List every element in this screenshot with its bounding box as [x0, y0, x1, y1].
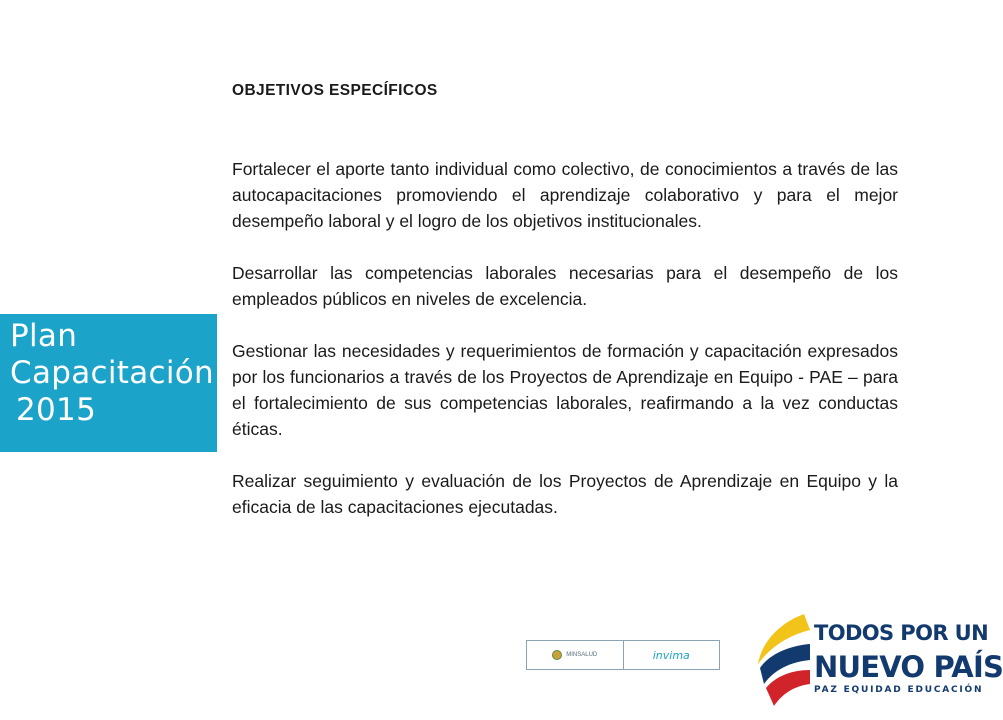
colombia-ribbon-icon [752, 612, 812, 708]
ribbon-red [766, 670, 810, 706]
objectives-section [232, 78, 898, 546]
objective-paragraph-1: Fortalecer el aporte tanto individual como colectivo, de conocimientos a través de las autocapacitaciones promoviendo el aprendizaje colaborativo y para el mejor desempeño laboral y el logro de los objetivos institucionales. [232, 159, 898, 231]
campaign-line-2: NUEVO PAÍS [814, 650, 1003, 684]
objective-paragraph-3: Gestionar las necesidades y requerimientos de formación y capacitación expresados por los funcionarios a través de los Proyectos de Aprendizaje en Equipo - PAE – para el fortalecimiento de sus competencias laborales, reafirmando a la vez conductas éticas. [232, 341, 898, 439]
invima-label: invima [652, 648, 690, 662]
title-line-plan: Plan [10, 318, 78, 354]
invima-logo [623, 641, 720, 669]
objective-paragraph-2: Desarrollar las competencias laborales necesarias para el desempeño de los empleados públicos en niveles de excelencia. [232, 263, 898, 309]
institution-logos [526, 640, 720, 670]
objective-paragraph-4: Realizar seguimiento y evaluación de los Proyectos de Aprendizaje en Equipo y la eficacia de las capacitaciones ejecutadas. [232, 471, 898, 517]
minsalud-label: MINSALUD [566, 652, 598, 658]
title-panel [0, 314, 217, 452]
campaign-line-1: TODOS POR UN [814, 621, 989, 645]
minsalud-logo [527, 641, 623, 669]
section-heading: OBJETIVOS ESPECÍFICOS [232, 82, 438, 99]
presentation-title [10, 318, 214, 429]
title-line-year: 2015 [16, 392, 97, 428]
campaign-slogan: PAZ EQUIDAD EDUCACIÓN [814, 685, 984, 695]
coat-of-arms-icon [552, 650, 562, 660]
todos-por-un-nuevo-pais-logo [752, 612, 1003, 708]
title-line-capacitacion: Capacitación [10, 355, 214, 391]
